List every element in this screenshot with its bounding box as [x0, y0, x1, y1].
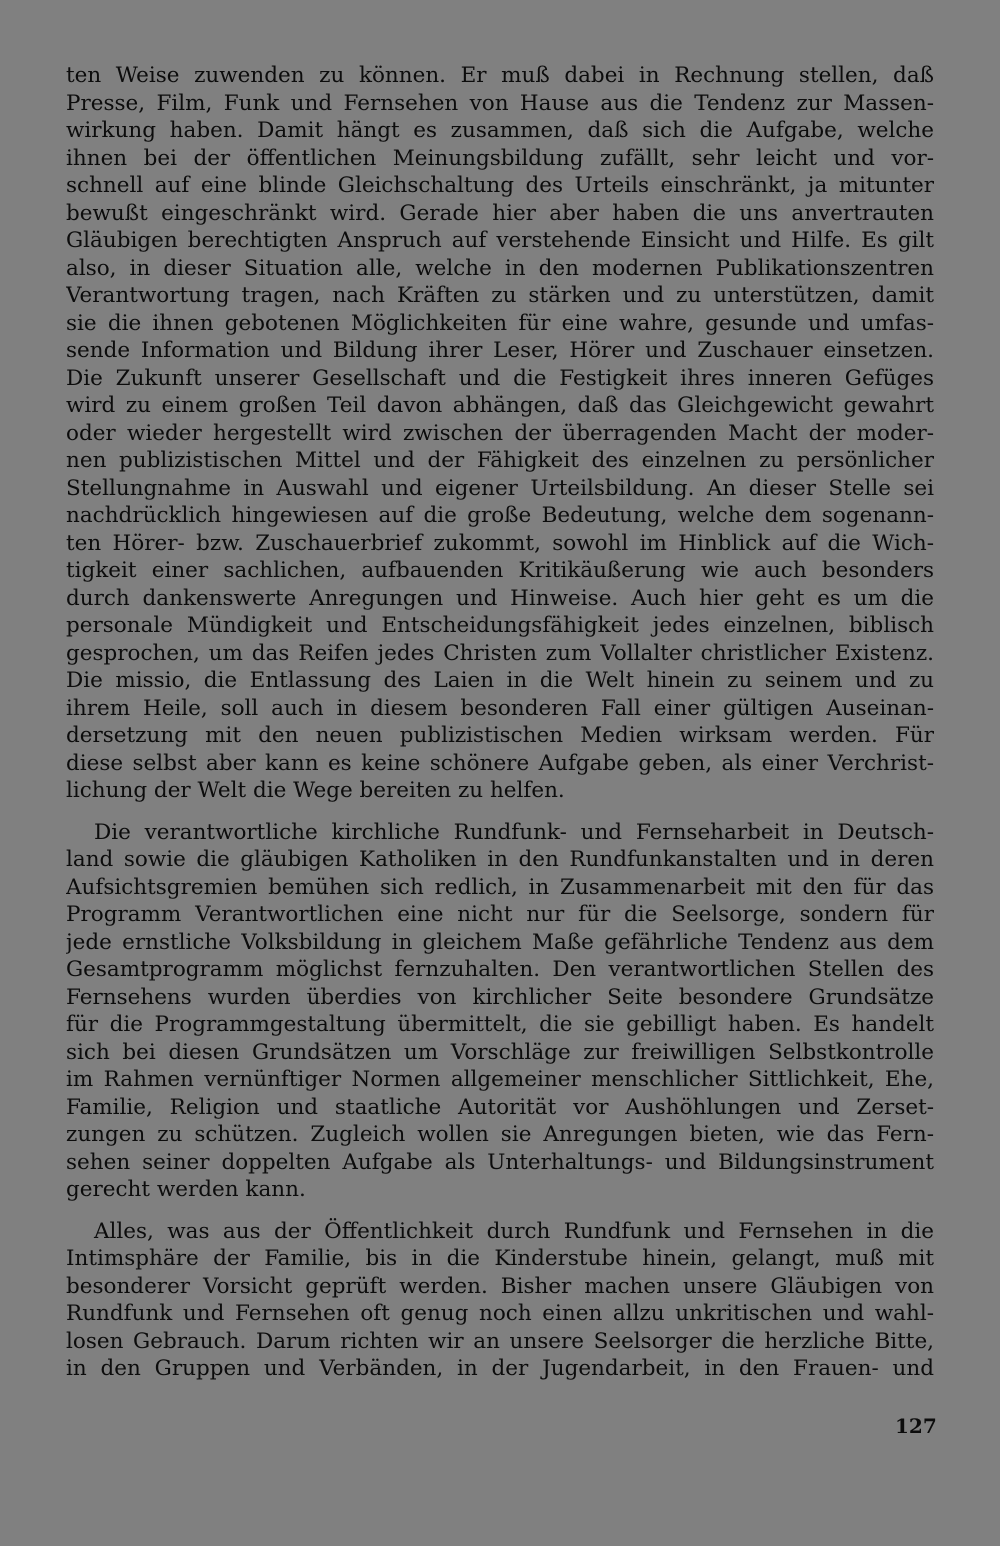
text-line: ihrem Heile, soll auch in diesem besonderen Fall einer gültigen Auseinan-	[66, 695, 934, 721]
text-line: Verantwortung tragen, nach Kräften zu stärken und zu unterstützen, damit	[66, 283, 934, 308]
text-line: gerecht werden kann.	[66, 1177, 306, 1202]
text-line: bewußt eingeschränkt wird. Gerade hier aber haben die uns anvertrauten	[66, 200, 934, 226]
text-line: ten Weise zuwenden zu können. Er muß dabei in Rechnung stellen, daß	[66, 63, 934, 88]
text-line: nachdrücklich hingewiesen auf die große Bedeutung, welche dem sogenann-	[66, 503, 934, 528]
text-line: schnell auf eine blinde Gleichschaltung des Urteils einschränkt, ja mitunter	[66, 173, 934, 198]
page-number: 127	[895, 1414, 937, 1438]
text-line: Die Zukunft unserer Gesellschaft und die Festigkeit ihres inneren Gefüges	[66, 365, 934, 391]
paragraph	[66, 62, 934, 805]
text-line: wirkung haben. Damit hängt es zusammen, daß sich die Aufgabe, welche	[66, 118, 934, 143]
text-line: also, in dieser Situation alle, welche in den modernen Publikationszentren	[66, 255, 934, 281]
text-line: wird zu einem großen Teil davon abhängen, daß das Gleichgewicht gewahrt	[66, 393, 934, 418]
text-line: durch dankenswerte Anregungen und Hinweise. Auch hier geht es um die	[66, 585, 934, 611]
text-line: nen publizistischen Mittel und der Fähigkeit des einzelnen zu persönlicher	[66, 448, 934, 473]
text-line: Familie, Religion und staatliche Autorität vor Aushöhlungen und Zerset-	[66, 1094, 934, 1120]
text-line: Die verantwortliche kirchliche Rundfunk- und Fernseharbeit in Deutsch-	[94, 819, 934, 845]
text-line: sich bei diesen Grundsätzen um Vorschläge zur freiwilligen Selbstkontrolle	[66, 1039, 934, 1065]
text-line: tigkeit einer sachlichen, aufbauenden Kritikäußerung wie auch besonders	[66, 558, 934, 583]
text-line: Intimsphäre der Familie, bis in die Kinderstube hinein, gelangt, muß mit	[66, 1246, 934, 1271]
text-line: in den Gruppen und Verbänden, in der Jugendarbeit, in den Frauen- und	[66, 1356, 934, 1381]
text-line: Alles, was aus der Öffentlichkeit durch Rundfunk und Fernsehen in die	[94, 1218, 934, 1244]
text-line: Die missio, die Entlassung des Laien in die Welt hinein zu seinem und zu	[66, 668, 934, 693]
paragraph	[66, 819, 934, 1204]
paragraph	[66, 1218, 934, 1383]
text-line: land sowie die gläubigen Katholiken in den Rundfunkanstalten und in deren	[66, 847, 934, 872]
text-line: personale Mündigkeit und Entscheidungsfähigkeit jedes einzelnen, biblisch	[66, 613, 934, 638]
text-line: Fernsehens wurden überdies von kirchlicher Seite besondere Grundsätze	[66, 984, 934, 1010]
text-line: ihnen bei der öffentlichen Meinungsbildung zufällt, sehr leicht und vor-	[66, 145, 934, 171]
text-line: dersetzung mit den neuen publizistischen Medien wirksam werden. Für	[66, 723, 934, 748]
text-line: diese selbst aber kann es keine schönere Aufgabe geben, als einer Verchrist-	[66, 750, 934, 776]
text-line: ten Hörer- bzw. Zuschauerbrief zukommt, sowohl im Hinblick auf die Wich-	[66, 530, 934, 556]
text-line: sie die ihnen gebotenen Möglichkeiten für eine wahre, gesunde und umfas-	[66, 310, 934, 336]
text-line: zungen zu schützen. Zugleich wollen sie Anregungen bieten, wie das Fern-	[66, 1122, 934, 1147]
text-line: gesprochen, um das Reifen jedes Christen zum Vollalter christlicher Existenz.	[66, 640, 934, 666]
text-line: im Rahmen vernünftiger Normen allgemeiner menschlicher Sittlichkeit, Ehe,	[66, 1067, 934, 1092]
text-line: oder wieder hergestellt wird zwischen der überragenden Macht der moder-	[66, 420, 934, 446]
text-line: für die Programmgestaltung übermittelt, die sie gebilligt haben. Es handelt	[66, 1012, 934, 1037]
text-line: besonderer Vorsicht geprüft werden. Bisher machen unsere Gläubigen von	[66, 1273, 934, 1299]
text-line: Presse, Film, Funk und Fernsehen von Hause aus die Tendenz zur Massen-	[66, 90, 934, 116]
text-line: Gesamtprogramm möglichst fernzuhalten. Den verantwortlichen Stellen des	[66, 957, 934, 982]
text-line: lichung der Welt die Wege bereiten zu helfen.	[66, 778, 565, 803]
text-line: jede ernstliche Volksbildung in gleichem Maße gefährliche Tendenz aus dem	[66, 929, 934, 955]
text-line: Programm Verantwortlichen eine nicht nur für die Seelsorge, sondern für	[66, 902, 934, 927]
text-line: losen Gebrauch. Darum richten wir an unsere Seelsorger die herzliche Bitte,	[66, 1328, 934, 1354]
text-line: Stellungnahme in Auswahl und eigener Urteilsbildung. An dieser Stelle sei	[66, 475, 934, 501]
body-text	[66, 62, 934, 1383]
text-line: Aufsichtsgremien bemühen sich redlich, in Zusammenarbeit mit den für das	[66, 874, 934, 900]
text-line: Rundfunk und Fernsehen oft genug noch einen allzu unkritischen und wahl-	[66, 1301, 934, 1326]
text-line: sende Information und Bildung ihrer Leser, Hörer und Zuschauer einsetzen.	[66, 338, 934, 363]
text-line: Gläubigen berechtigten Anspruch auf verstehende Einsicht und Hilfe. Es gilt	[66, 228, 934, 253]
text-line: sehen seiner doppelten Aufgabe als Unterhaltungs- und Bildungsinstrument	[66, 1149, 934, 1175]
